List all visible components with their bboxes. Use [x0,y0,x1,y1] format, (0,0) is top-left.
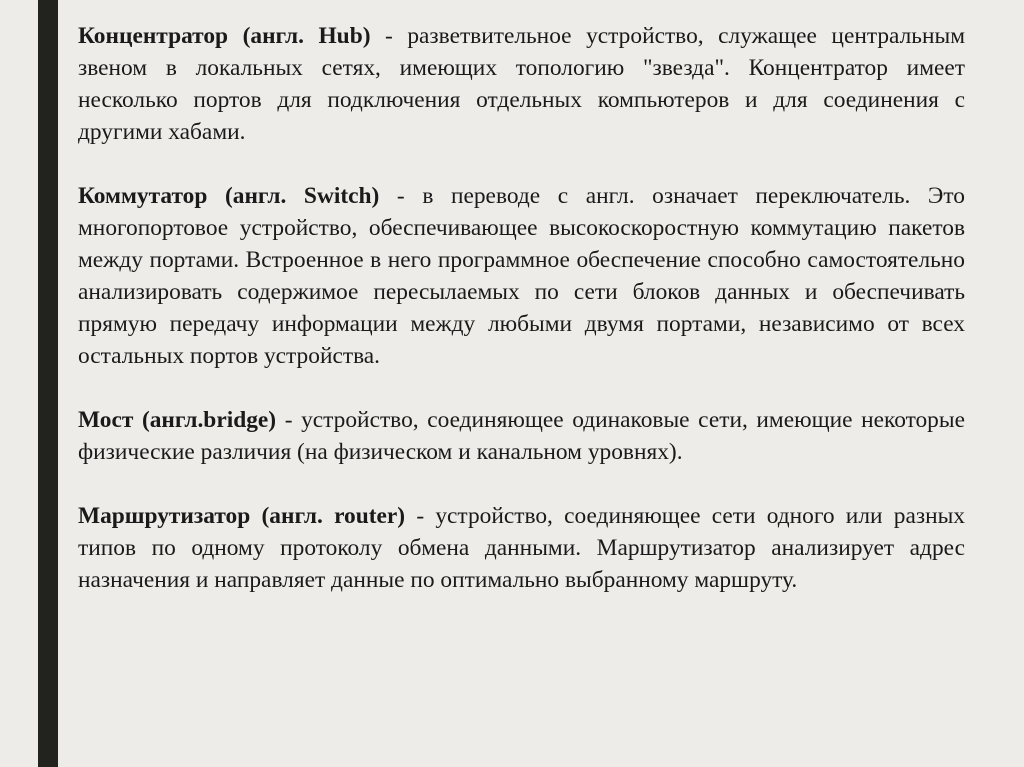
term-hub: Концентратор (англ. Hub) [78,23,371,49]
term-bridge: Мост (англ.bridge) [78,407,277,433]
definition-hub: - разветвительное устройство, служащее центральным звеном в локальных сетях, имеющих топологию "звезда". Концентратор имеет несколько портов для подключения отдельных компьютеров и для соединения с другими хабами. [78,23,966,145]
definition-bridge: - устройство, соединяющее одинаковые сети, имеющие некоторые физические различия (на физическом и канальном уровнях). [78,407,965,465]
paragraph-hub [78,20,965,148]
term-switch: Коммутатор (англ. Switch) [78,183,380,209]
dark-stripe [38,0,58,767]
paragraph-router [78,500,965,596]
definition-switch: - в переводе с англ. означает переключатель. Это многопортовое устройство, обеспечивающее высокоскоростную коммутацию пакетов между портами. Встроенное в него программное обеспечение способно самостоятельно анализировать содержимое пересылаемых по сети блоков данных и обеспечивать прямую передачу информации между любыми двумя портами, независимо от всех остальных портов устройства. [78,183,965,369]
definition-router: - устройство, соединяющее сети одного или разных типов по одному протоколу обмена данными. Маршрутизатор анализирует адрес назначения и направляет данные по оптимально выбранному маршруту. [78,503,965,593]
slide-body [78,20,965,596]
term-router: Маршрутизатор (англ. router) [78,503,406,529]
left-decorative-bar [0,0,48,767]
paragraph-bridge [78,404,965,468]
paragraph-switch [78,180,965,372]
